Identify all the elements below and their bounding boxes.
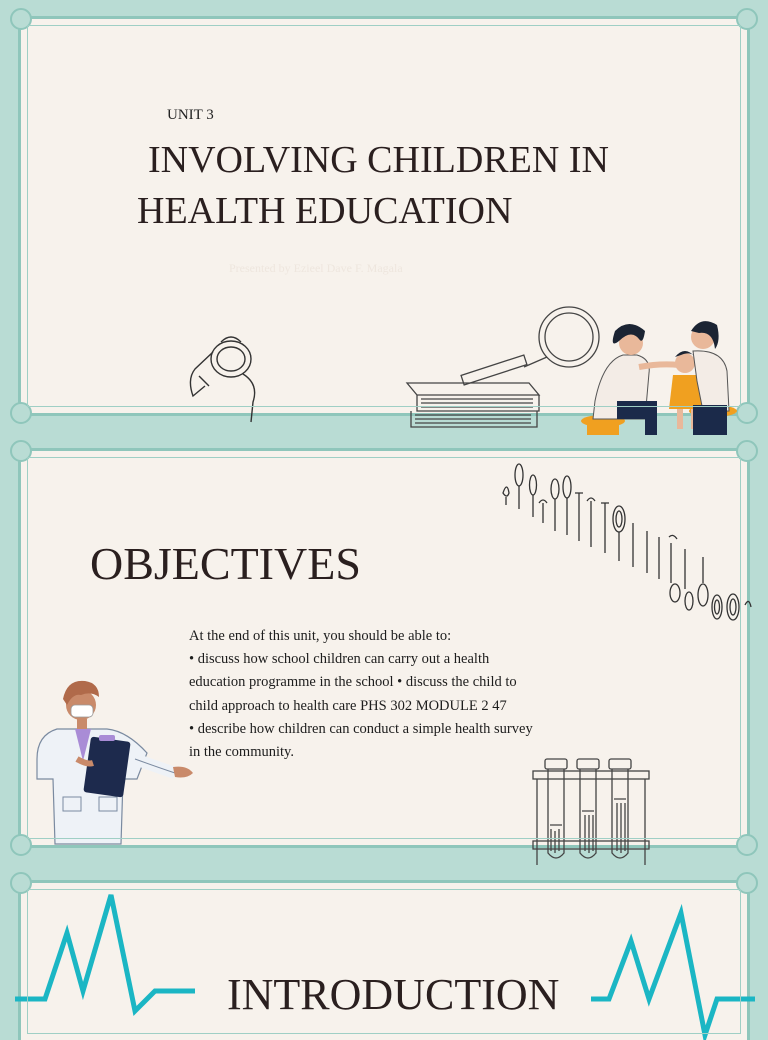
introduction-title: INTRODUCTION	[227, 970, 560, 1019]
doctor-illustration-icon	[27, 669, 197, 849]
objectives-line: in the community.	[189, 744, 294, 761]
slide-corner	[10, 402, 32, 424]
slide-corner	[736, 872, 758, 894]
slide-corner	[10, 8, 32, 30]
objectives-slide	[18, 448, 750, 848]
main-title-line-2: HEALTH EDUCATION	[137, 190, 513, 232]
slide-corner	[736, 834, 758, 856]
test-tubes-sketch-icon	[527, 755, 653, 869]
objectives-line: child approach to health care PHS 302 MODULE 2 47	[189, 697, 507, 714]
slide-corner	[736, 8, 758, 30]
heartbeat-line-right-icon	[591, 905, 755, 1035]
spoons-sketch-icon	[499, 457, 751, 637]
objectives-line: • describe how children can conduct a simple health survey	[189, 720, 533, 737]
doctor-child-illustration-icon	[573, 301, 743, 437]
objectives-line: education programme in the school • discuss the child to	[189, 674, 517, 691]
objectives-body	[189, 625, 589, 764]
main-title	[137, 135, 697, 237]
introduction-slide	[18, 880, 750, 1040]
unit-label: UNIT 3	[167, 107, 214, 123]
objectives-line: At the end of this unit, you should be able to:	[189, 628, 452, 644]
main-title-line-1: INVOLVING CHILDREN IN	[148, 139, 609, 181]
objectives-line: • discuss how school children can carry out a health	[189, 651, 490, 668]
objectives-title: OBJECTIVES	[90, 538, 361, 589]
title-slide	[18, 16, 750, 416]
heartbeat-line-left-icon	[15, 891, 215, 1031]
stethoscope-sketch-icon	[181, 324, 271, 424]
presenter-credit: Presented by Ezieel Dave F. Magala	[229, 261, 403, 275]
slide-corner	[10, 440, 32, 462]
